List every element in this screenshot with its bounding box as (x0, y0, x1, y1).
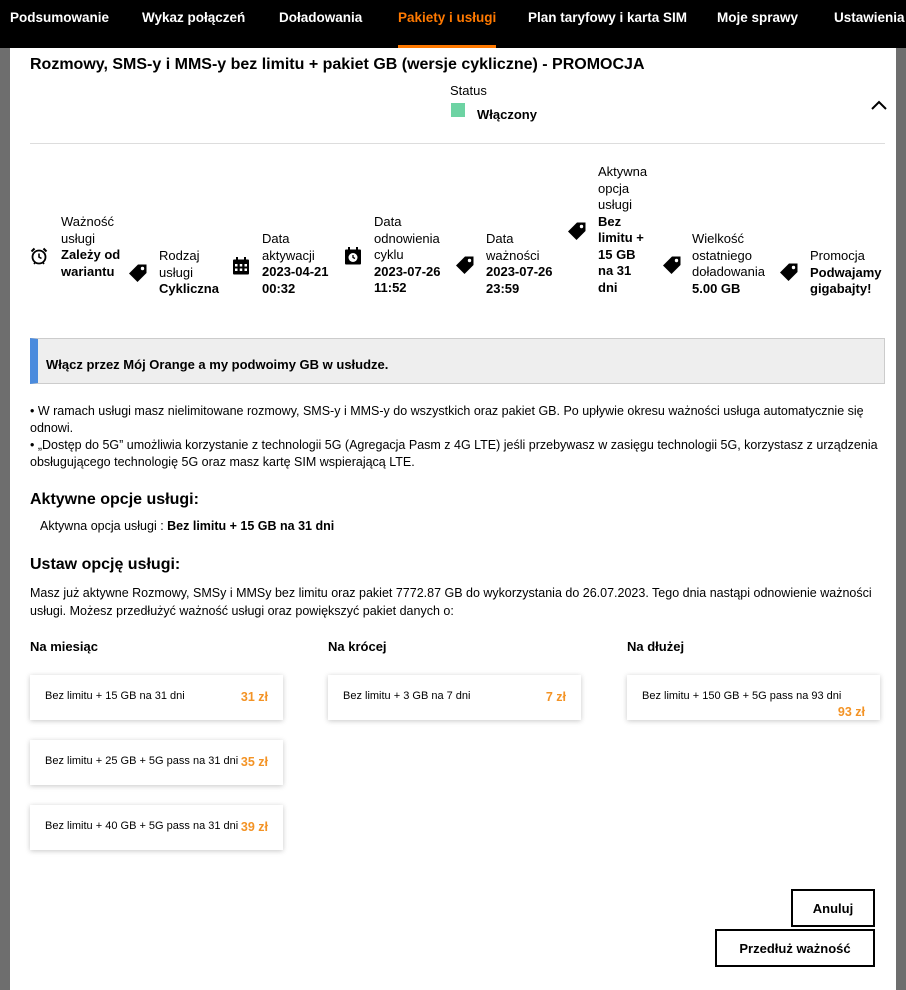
option-price: 35 zł (240, 755, 268, 769)
top-navigation (0, 0, 906, 48)
tag-icon (128, 263, 148, 283)
package-title: Rozmowy, SMS-y i MMS-y bez limitu + pakiet GB (wersje cykliczne) - PROMOCJA (30, 56, 645, 73)
set-option-description: Masz już aktywne Rozmowy, SMSy i MMSy bez limitu oraz pakiet 7772.87 GB do wykorzystania do 26.07.2023. Tego dnia nastąpi odnowienie ważności usługi. Możesz przedłużyć ważność usługi oraz powiększyć pakiet danych o: (30, 586, 872, 618)
option-price: 93 zł (837, 705, 865, 719)
active-option-label: Aktywna opcja usługi : (40, 519, 168, 533)
tag-icon (567, 221, 587, 241)
alarm-clock-icon (29, 246, 49, 266)
active-option-value: Bez limitu + 15 GB na 31 dni (167, 519, 335, 533)
detail-validity (61, 214, 121, 280)
info-banner (30, 338, 885, 384)
detail-renewal-date (374, 214, 449, 297)
column-heading-shorter: Na krócej (328, 639, 387, 654)
status-label: Status (450, 83, 487, 98)
calendar-icon (231, 256, 251, 276)
cancel-button[interactable]: Anuluj (791, 889, 875, 927)
package-details-panel (10, 48, 896, 990)
set-option-heading: Ustaw opcję usługi: (30, 556, 181, 573)
nav-item-plan-taryfowy[interactable]: Plan taryfowy i karta SIM (528, 10, 688, 25)
active-options-heading: Aktywne opcje usługi: (30, 491, 199, 508)
calendar-clock-icon (343, 246, 363, 266)
option-name: Bez limitu + 15 GB na 31 dni (45, 690, 185, 702)
description-bullet: • W ramach usługi masz nielimitowane rozmowy, SMS-y i MMS-y do wszystkich oraz pakiet GB. Po upływie okresu ważności usługa automatycznie się odnowi. (30, 404, 864, 435)
nav-item-wykaz-polaczen[interactable]: Wykaz połączeń (142, 10, 246, 25)
detail-last-topup-label: Wielkość ostatniego doładowania (692, 231, 766, 279)
description-bullet: • „Dostęp do 5G” umożliwia korzystanie z technologii 5G (Agregacja Pasm z 4G LTE) jeśli przebywasz w zasięgu technologii 5G, korzystasz z urządzenia obsługującego technologię 5G oraz masz kartę SIM wspierającą LTE. (30, 438, 878, 469)
option-price: 31 zł (240, 690, 268, 704)
option-card[interactable] (30, 805, 283, 850)
detail-renewal-date-label: Data odnowienia cyklu (374, 214, 440, 262)
option-name: Bez limitu + 25 GB + 5G pass na 31 dni (45, 755, 239, 767)
detail-expiry-date-label: Data ważności (486, 231, 540, 263)
detail-service-type-value: Cykliczna (159, 281, 219, 296)
extend-validity-button[interactable]: Przedłuż ważność (715, 929, 875, 967)
tag-icon (779, 262, 799, 282)
nav-item-ustawienia[interactable]: Ustawienia (834, 10, 905, 25)
divider (30, 143, 885, 144)
detail-active-option (598, 164, 658, 296)
nav-item-pakiety-i-uslugi[interactable]: Pakiety i usługi (398, 0, 496, 48)
tag-icon (662, 255, 682, 275)
detail-service-type-label: Rodzaj usługi (159, 248, 200, 280)
detail-service-type (159, 248, 219, 298)
option-name: Bez limitu + 40 GB + 5G pass na 31 dni (45, 820, 239, 832)
nav-item-podsumowanie[interactable]: Podsumowanie (10, 10, 110, 25)
detail-promotion-value: Podwajamy gigabajty! (810, 264, 882, 296)
detail-activation-date-label: Data aktywacji (262, 231, 315, 263)
detail-expiry-date (486, 231, 561, 297)
detail-expiry-date-value: 2023-07-26 23:59 (486, 264, 553, 296)
detail-validity-value: Zależy od wariantu (61, 247, 121, 279)
chevron-up-icon[interactable] (868, 94, 890, 116)
detail-last-topup-value: 5.00 GB (692, 280, 741, 296)
column-heading-longer: Na dłużej (627, 639, 685, 654)
detail-active-option-label: Aktywna opcja usługi (598, 164, 648, 212)
nav-item-moje-sprawy[interactable]: Moje sprawy (717, 10, 799, 25)
nav-item-doladowania[interactable]: Doładowania (279, 10, 363, 25)
detail-promotion (810, 248, 890, 298)
option-card[interactable] (627, 675, 880, 720)
detail-last-topup (692, 231, 772, 297)
detail-validity-label: Ważność usługi (61, 214, 114, 246)
column-heading-month: Na miesiąc (30, 639, 98, 654)
option-name: Bez limitu + 3 GB na 7 dni (343, 690, 471, 702)
service-description (30, 403, 890, 471)
detail-active-option-value: Bez limitu + 15 GB na 31 dni (598, 213, 644, 295)
detail-activation-date (262, 231, 337, 297)
tag-icon (455, 255, 475, 275)
option-price: 7 zł (545, 690, 566, 704)
detail-activation-date-value: 2023-04-21 00:32 (262, 264, 329, 296)
status-indicator (451, 103, 465, 117)
detail-renewal-date-value: 2023-07-26 11:52 (374, 263, 441, 295)
option-card[interactable] (30, 675, 283, 720)
status-value: Włączony (477, 107, 537, 122)
option-price: 39 zł (240, 820, 268, 834)
info-banner-text: Włącz przez Mój Orange a my podwoimy GB w usłudze. (46, 357, 389, 372)
option-card[interactable] (328, 675, 581, 720)
option-name: Bez limitu + 150 GB + 5G pass na 93 dni (642, 690, 842, 702)
active-option-line (40, 519, 334, 533)
option-card[interactable] (30, 740, 283, 785)
detail-promotion-label: Promocja (810, 248, 865, 263)
